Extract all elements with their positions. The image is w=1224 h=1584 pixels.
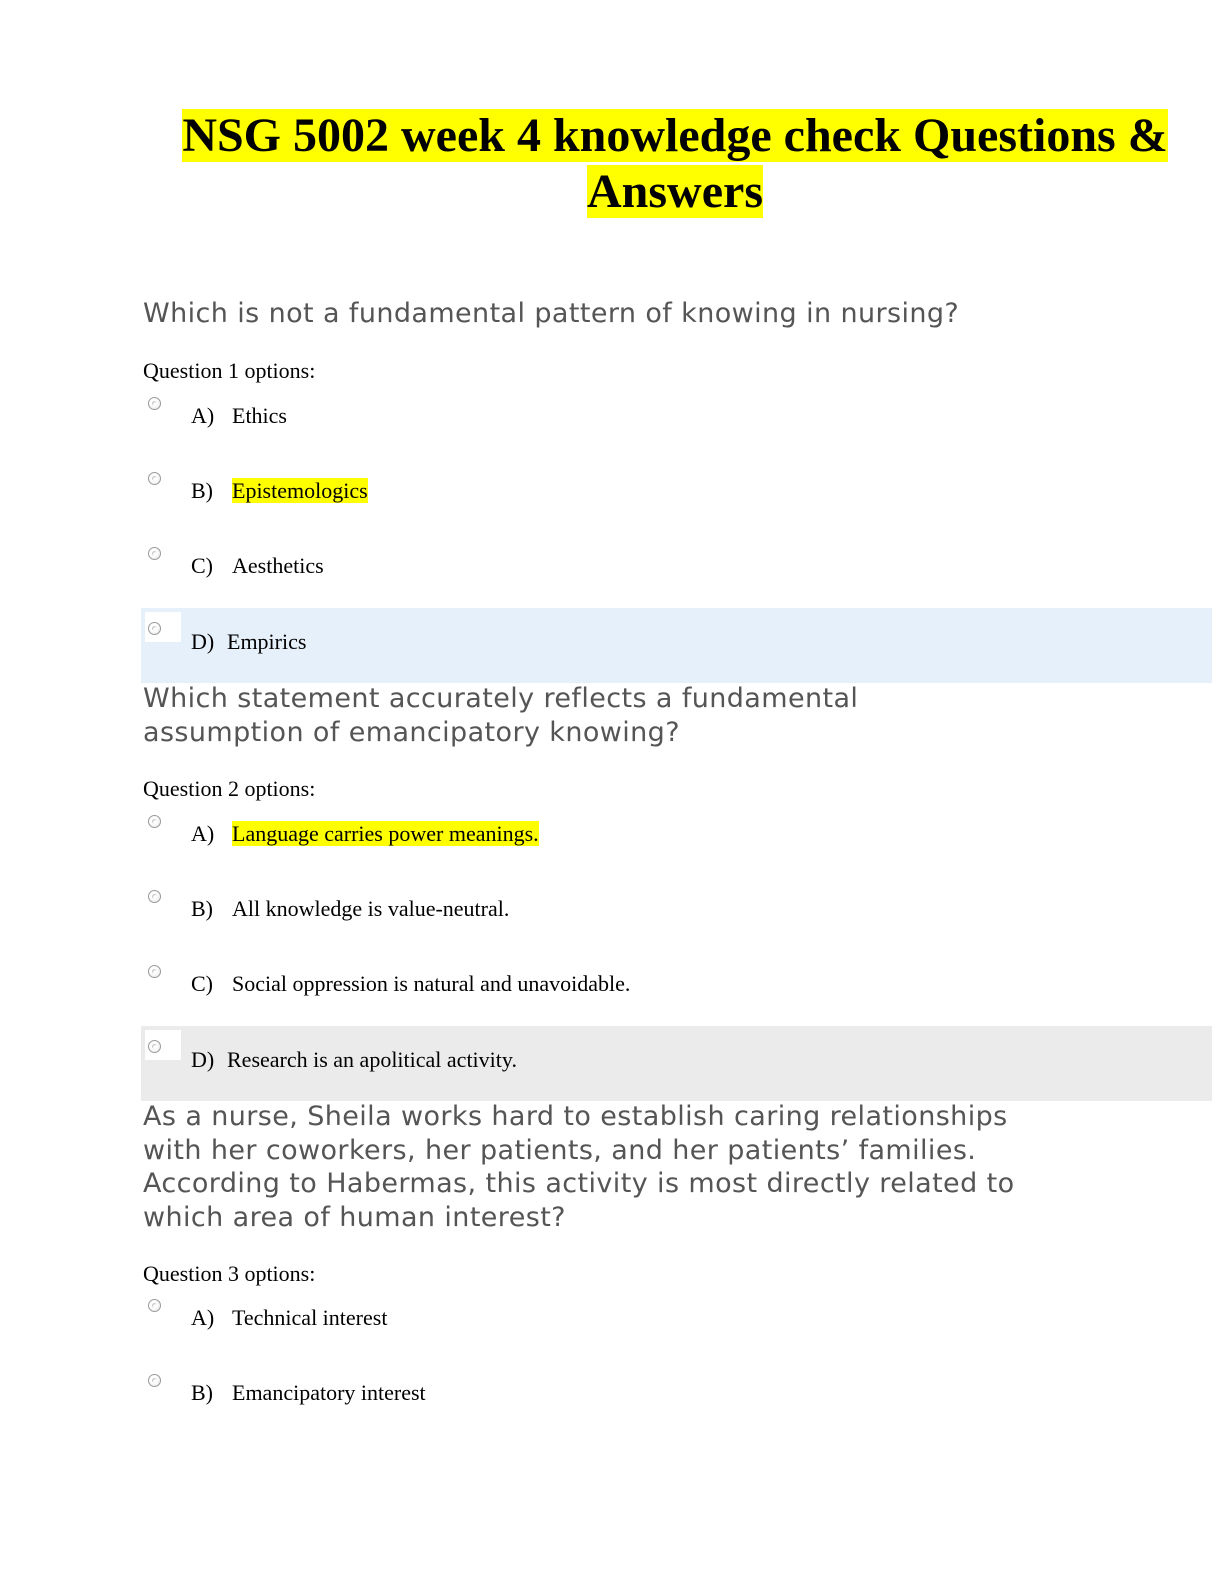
question-1-option-c: C) Aesthetics — [191, 553, 324, 578]
question-1-text: Which is not a fundamental pattern of knowing in nursing? — [143, 298, 960, 329]
page-title — [170, 108, 1180, 220]
question-2-option-d: D) Research is an apolitical activity. — [191, 1047, 517, 1072]
question-3-options-label: Question 3 options: — [143, 1261, 316, 1286]
radio-button-icon[interactable] — [148, 815, 161, 828]
question-1-option-a: A) Ethics — [191, 403, 287, 428]
radio-button-icon[interactable] — [148, 547, 161, 560]
question-2-option-a: A) Language carries power meanings. — [191, 821, 539, 846]
answer-highlight: Language carries power meanings. — [232, 821, 539, 846]
question-1-options-label: Question 1 options: — [143, 358, 316, 383]
question-2-options-label: Question 2 options: — [143, 776, 316, 801]
radio-button-icon[interactable] — [148, 472, 161, 485]
question-2-option-b: B) All knowledge is value-neutral. — [191, 896, 510, 921]
question-3-option-b: B) Emancipatory interest — [191, 1380, 426, 1405]
question-3-text: As a nurse, Sheila works hard to establish caring relationships with her coworkers, her patients, and her patients’ families. According to Habermas, this activity is most directly related to which area of human interest? — [143, 1101, 1015, 1233]
radio-button-icon[interactable] — [148, 965, 161, 978]
question-2-option-c: C) Social oppression is natural and unavoidable. — [191, 971, 631, 996]
question-2-text: Which statement accurately reflects a fundamental assumption of emancipatory knowing? — [143, 683, 859, 748]
title-line-2: Answers — [587, 165, 763, 218]
radio-button-icon[interactable] — [148, 890, 161, 903]
answer-highlight: Epistemologics — [232, 478, 368, 503]
question-1-option-d: D) Empirics — [191, 629, 307, 654]
radio-button-icon[interactable] — [148, 1374, 161, 1387]
radio-button-icon[interactable] — [148, 397, 161, 410]
radio-button-icon[interactable] — [148, 622, 161, 635]
question-3-option-a: A) Technical interest — [191, 1305, 388, 1330]
radio-button-icon[interactable] — [148, 1299, 161, 1312]
question-1-option-b: B) Epistemologics — [191, 478, 368, 503]
title-line-1: NSG 5002 week 4 knowledge check Questions & — [182, 109, 1168, 162]
radio-button-icon[interactable] — [148, 1040, 161, 1053]
